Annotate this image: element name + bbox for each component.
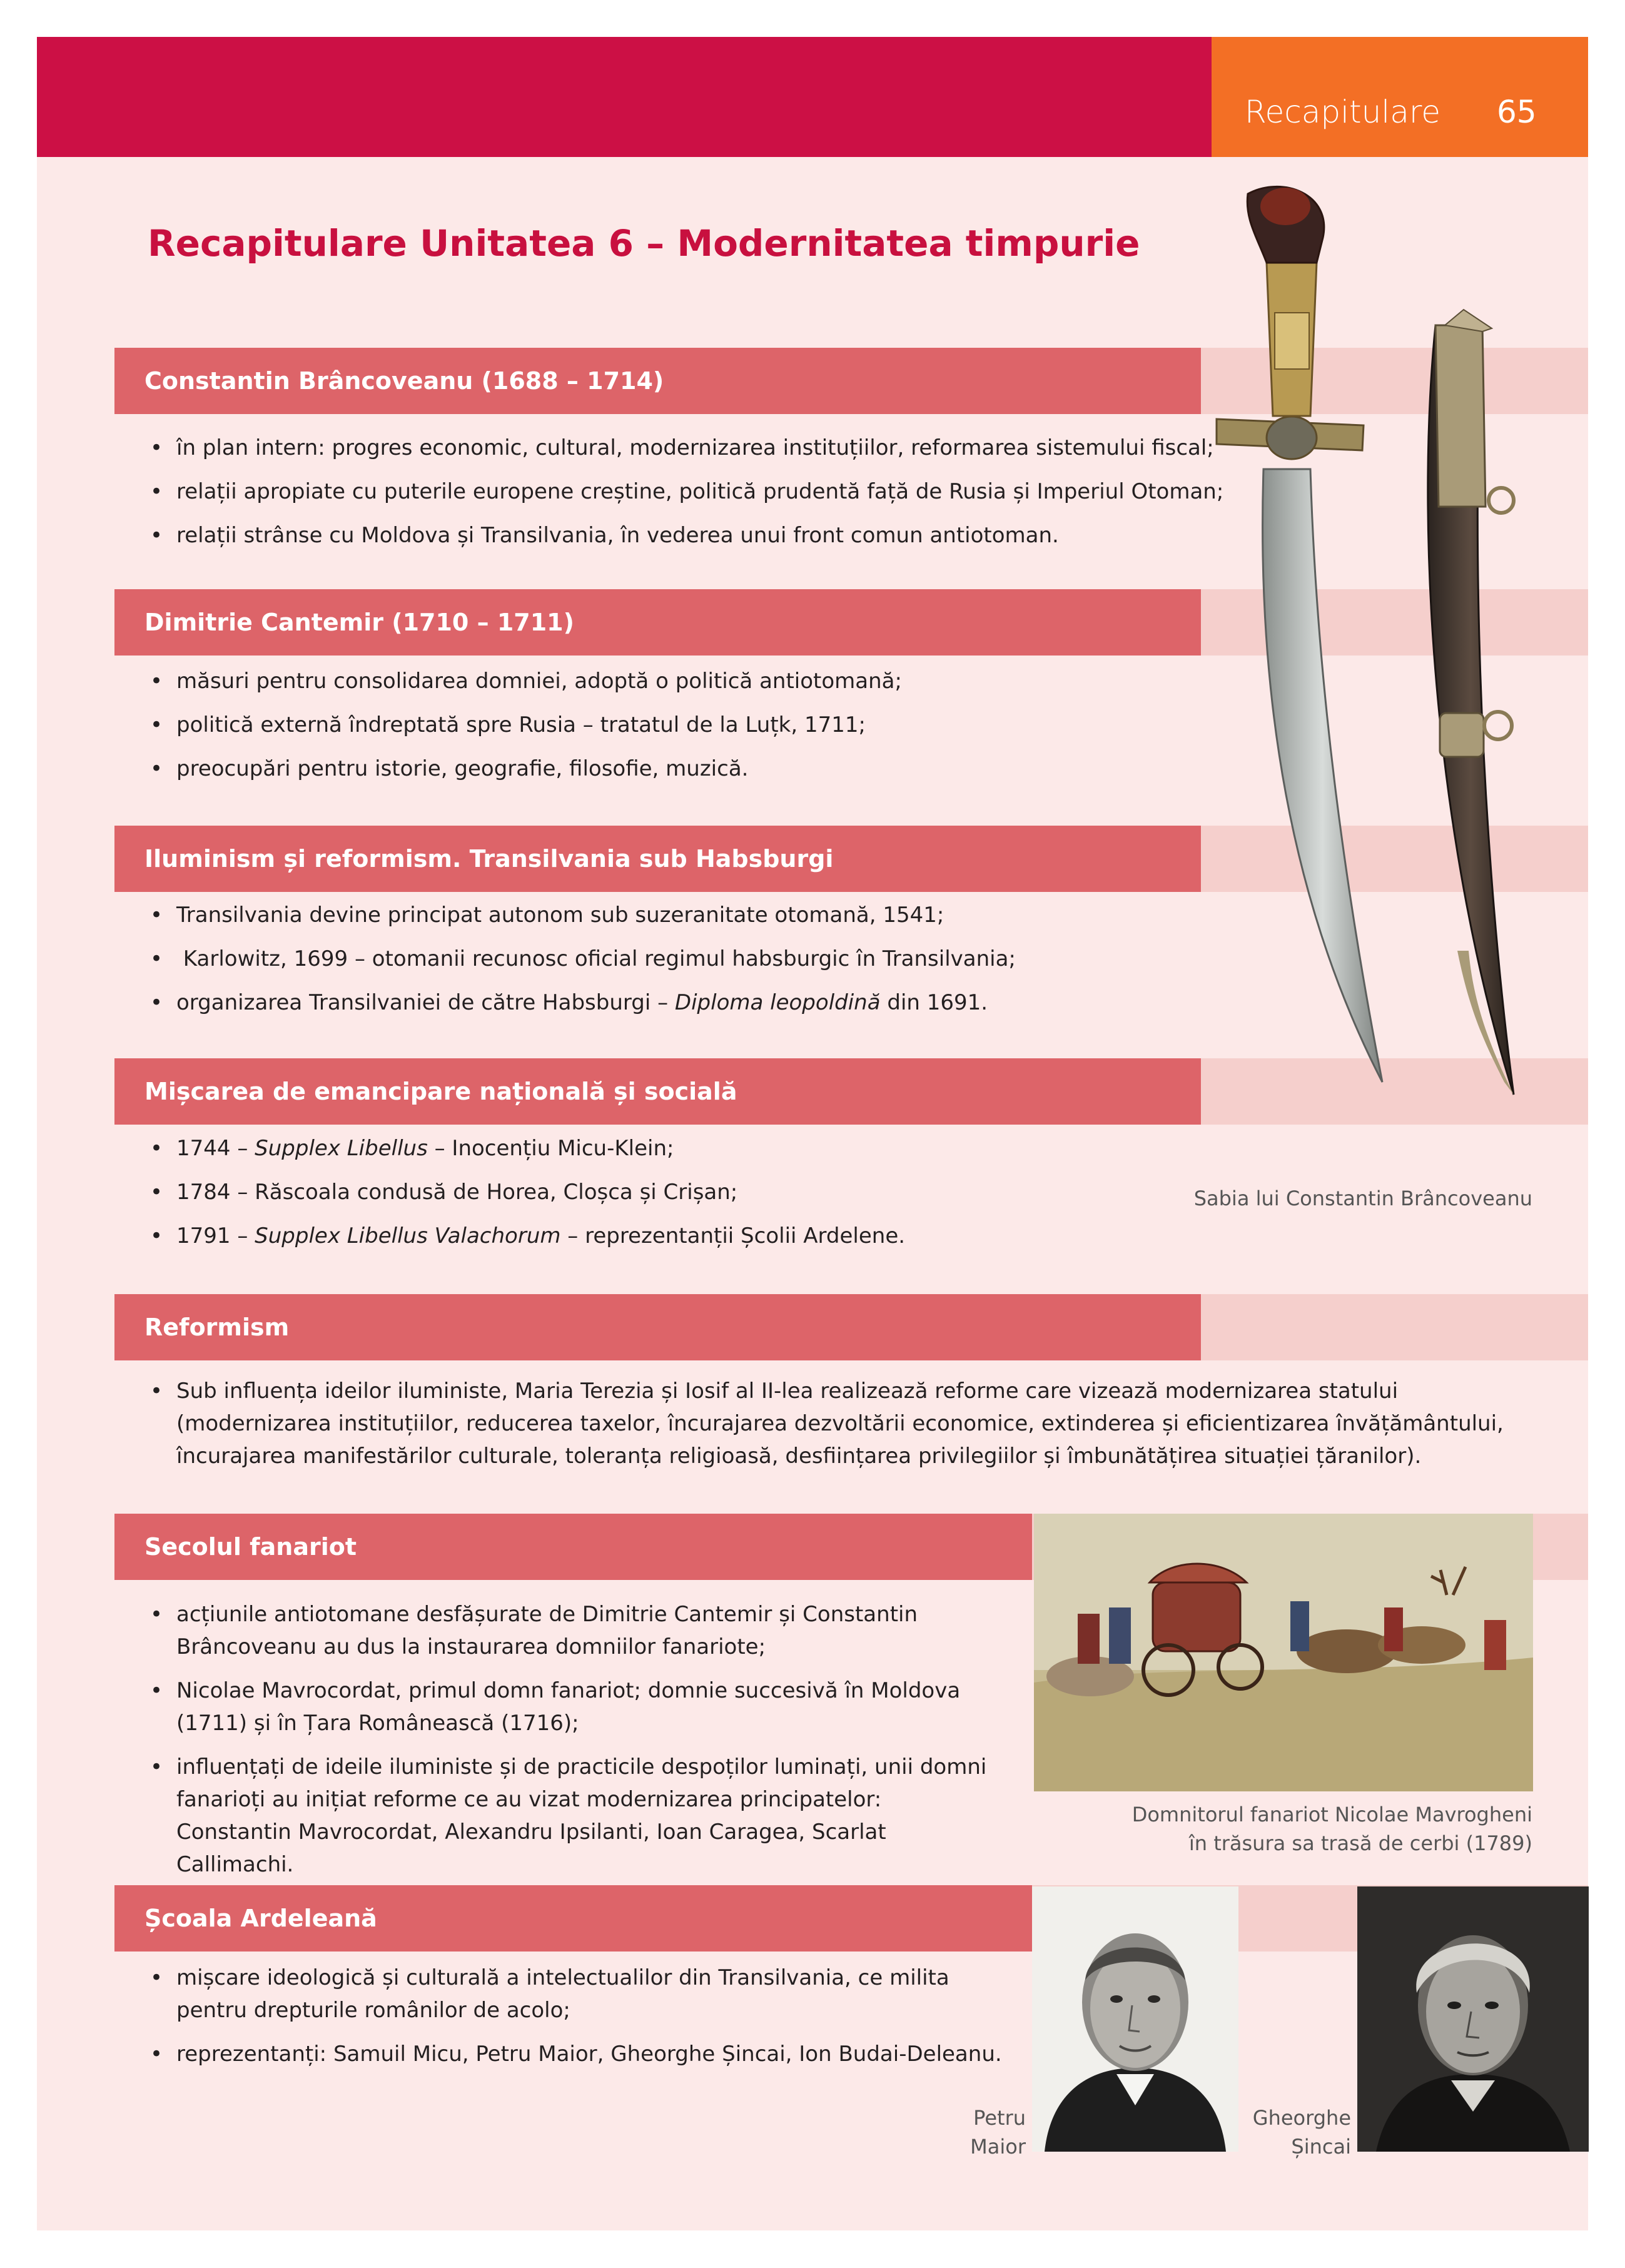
list-item: • politică externă îndreptată spre Rusia – tratatul de la Luțk, 1711; bbox=[145, 709, 1021, 741]
caption-line: Șincai bbox=[1291, 2135, 1351, 2159]
petru-maior-portrait bbox=[1032, 1886, 1238, 2152]
list-item: • Nicolae Mavrocordat, primul domn fanariot; domnie succesivă în Moldova (1711) și în Țara Românească (1716); bbox=[145, 1674, 1002, 1739]
list-scoala-ardeleana bbox=[145, 1962, 1021, 2082]
caption-line: Domnitorul fanariot Nicolae Mavrogheni bbox=[1131, 1803, 1532, 1826]
list-item: • preocupări pentru istorie, geografie, filosofie, muzică. bbox=[145, 752, 1021, 785]
list-item bbox=[145, 986, 1083, 1019]
header-bar bbox=[37, 37, 1212, 157]
list-item bbox=[145, 1220, 1083, 1252]
list-item: • influențați de ideile iluministe și de practicile despoților luminați, unii domni fanarioți au inițiat reforme ce au vizat modernizarea principatelor: Constantin Mavrocordat, Alexandru Ipsilanti, Ioan Caragea, Scarlat Callimachi. bbox=[145, 1751, 1002, 1881]
text-span: 1791 – bbox=[176, 1223, 255, 1248]
caption-line: Petru bbox=[973, 2106, 1026, 2130]
list-item: • relații strânse cu Moldova și Transilvania, în vederea unui front comun antiotoman. bbox=[145, 519, 1246, 552]
sabre-caption: Sabia lui Constantin Brâncoveanu bbox=[1193, 1187, 1532, 1210]
list-emancipare bbox=[145, 1132, 1083, 1263]
list-item: • în plan intern: progres economic, cultural, modernizarea instituțiilor, reformarea sistemului fiscal; bbox=[145, 432, 1246, 464]
section-title-cantemir: Dimitrie Cantemir (1710 – 1711) bbox=[144, 609, 574, 636]
list-item: • acțiunile antiotomane desfășurate de Dimitrie Cantemir și Constantin Brâncoveanu au dus la instaurarea domniilor fanariote; bbox=[145, 1598, 1002, 1663]
caption-line: Gheorghe bbox=[1252, 2106, 1351, 2130]
section-title-reformism: Reformism bbox=[144, 1314, 290, 1341]
header-label: Recapitulare bbox=[1245, 94, 1441, 130]
text-span-italic: Diploma leopoldină bbox=[674, 990, 881, 1015]
list-fanariot bbox=[145, 1598, 1002, 1892]
list-item: • Karlowitz, 1699 – otomanii recunosc oficial regimul habsburgic în Transilvania; bbox=[145, 943, 1083, 975]
list-item: • reprezentanți: Samuil Micu, Petru Maior, Gheorghe Șincai, Ion Budai-Deleanu. bbox=[145, 2038, 1021, 2070]
caption-line: Maior bbox=[970, 2135, 1026, 2159]
text-span-italic: Supplex Libellus Valachorum bbox=[255, 1223, 561, 1248]
sabre-image bbox=[1188, 169, 1576, 1182]
text-span: 1744 – bbox=[176, 1136, 255, 1161]
list-item: • mișcare ideologică și culturală a intelectualilor din Transilvania, ce milita pentru drepturile românilor de acolo; bbox=[145, 1962, 1021, 2027]
text-span: – Inocențiu Micu-Klein; bbox=[427, 1136, 674, 1161]
page-number: 65 bbox=[1497, 94, 1537, 130]
list-item: • 1784 – Răscoala condusă de Horea, Cloșca și Crișan; bbox=[145, 1176, 1083, 1208]
section-title-iluminism: Iluminism și reformism. Transilvania sub Habsburgi bbox=[144, 845, 834, 873]
list-reformism bbox=[145, 1375, 1509, 1484]
list-cantemir bbox=[145, 665, 1021, 796]
section-title-emancipare: Mișcarea de emancipare națională și socială bbox=[144, 1078, 737, 1105]
text-span-italic: Supplex Libellus bbox=[255, 1136, 428, 1161]
carriage-caption bbox=[1001, 1800, 1532, 1858]
section-title-brancoveanu: Constantin Brâncoveanu (1688 – 1714) bbox=[144, 367, 664, 395]
carriage-painting bbox=[1034, 1514, 1533, 1791]
text-span: din 1691. bbox=[880, 990, 988, 1015]
list-brancoveanu bbox=[145, 432, 1246, 563]
section-band-light bbox=[1201, 1294, 1588, 1360]
page-title: Recapitulare Unitatea 6 – Modernitatea timpurie bbox=[148, 222, 1140, 265]
list-item bbox=[145, 1132, 1083, 1165]
list-item: • Transilvania devine principat autonom sub suzeranitate otomană, 1541; bbox=[145, 899, 1083, 931]
section-title-fanariot: Secolul fanariot bbox=[144, 1533, 357, 1561]
section-title-scoala-ardeleana: Școala Ardeleană bbox=[144, 1905, 377, 1932]
gheorghe-sincai-caption bbox=[1213, 2103, 1351, 2161]
gheorghe-sincai-portrait bbox=[1357, 1886, 1589, 2152]
text-span: – reprezentanții Școlii Ardelene. bbox=[560, 1223, 906, 1248]
text-span: organizarea Transilvaniei de către Habsburgi – bbox=[176, 990, 675, 1015]
list-item: • Sub influența ideilor iluministe, Maria Terezia și Iosif al II-lea realizează reforme care vizează modernizarea statului (modernizarea instituțiilor, reducerea taxelor, încurajarea dezvoltării economice, extinderea și eficientizarea învățământului, încurajarea manifestărilor culturale, toleranța religioasă, desființarea privilegiilor și îmbunătățirea situației țăranilor). bbox=[145, 1375, 1509, 1472]
list-item: • relații apropiate cu puterile europene creștine, politică prudentă față de Rusia și Imperiul Otoman; bbox=[145, 475, 1246, 508]
list-item: • măsuri pentru consolidarea domniei, adoptă o politică antiotomană; bbox=[145, 665, 1021, 697]
list-iluminism bbox=[145, 899, 1083, 1030]
petru-maior-caption bbox=[938, 2103, 1026, 2161]
caption-line: în trăsura sa trasă de cerbi (1789) bbox=[1188, 1831, 1532, 1855]
